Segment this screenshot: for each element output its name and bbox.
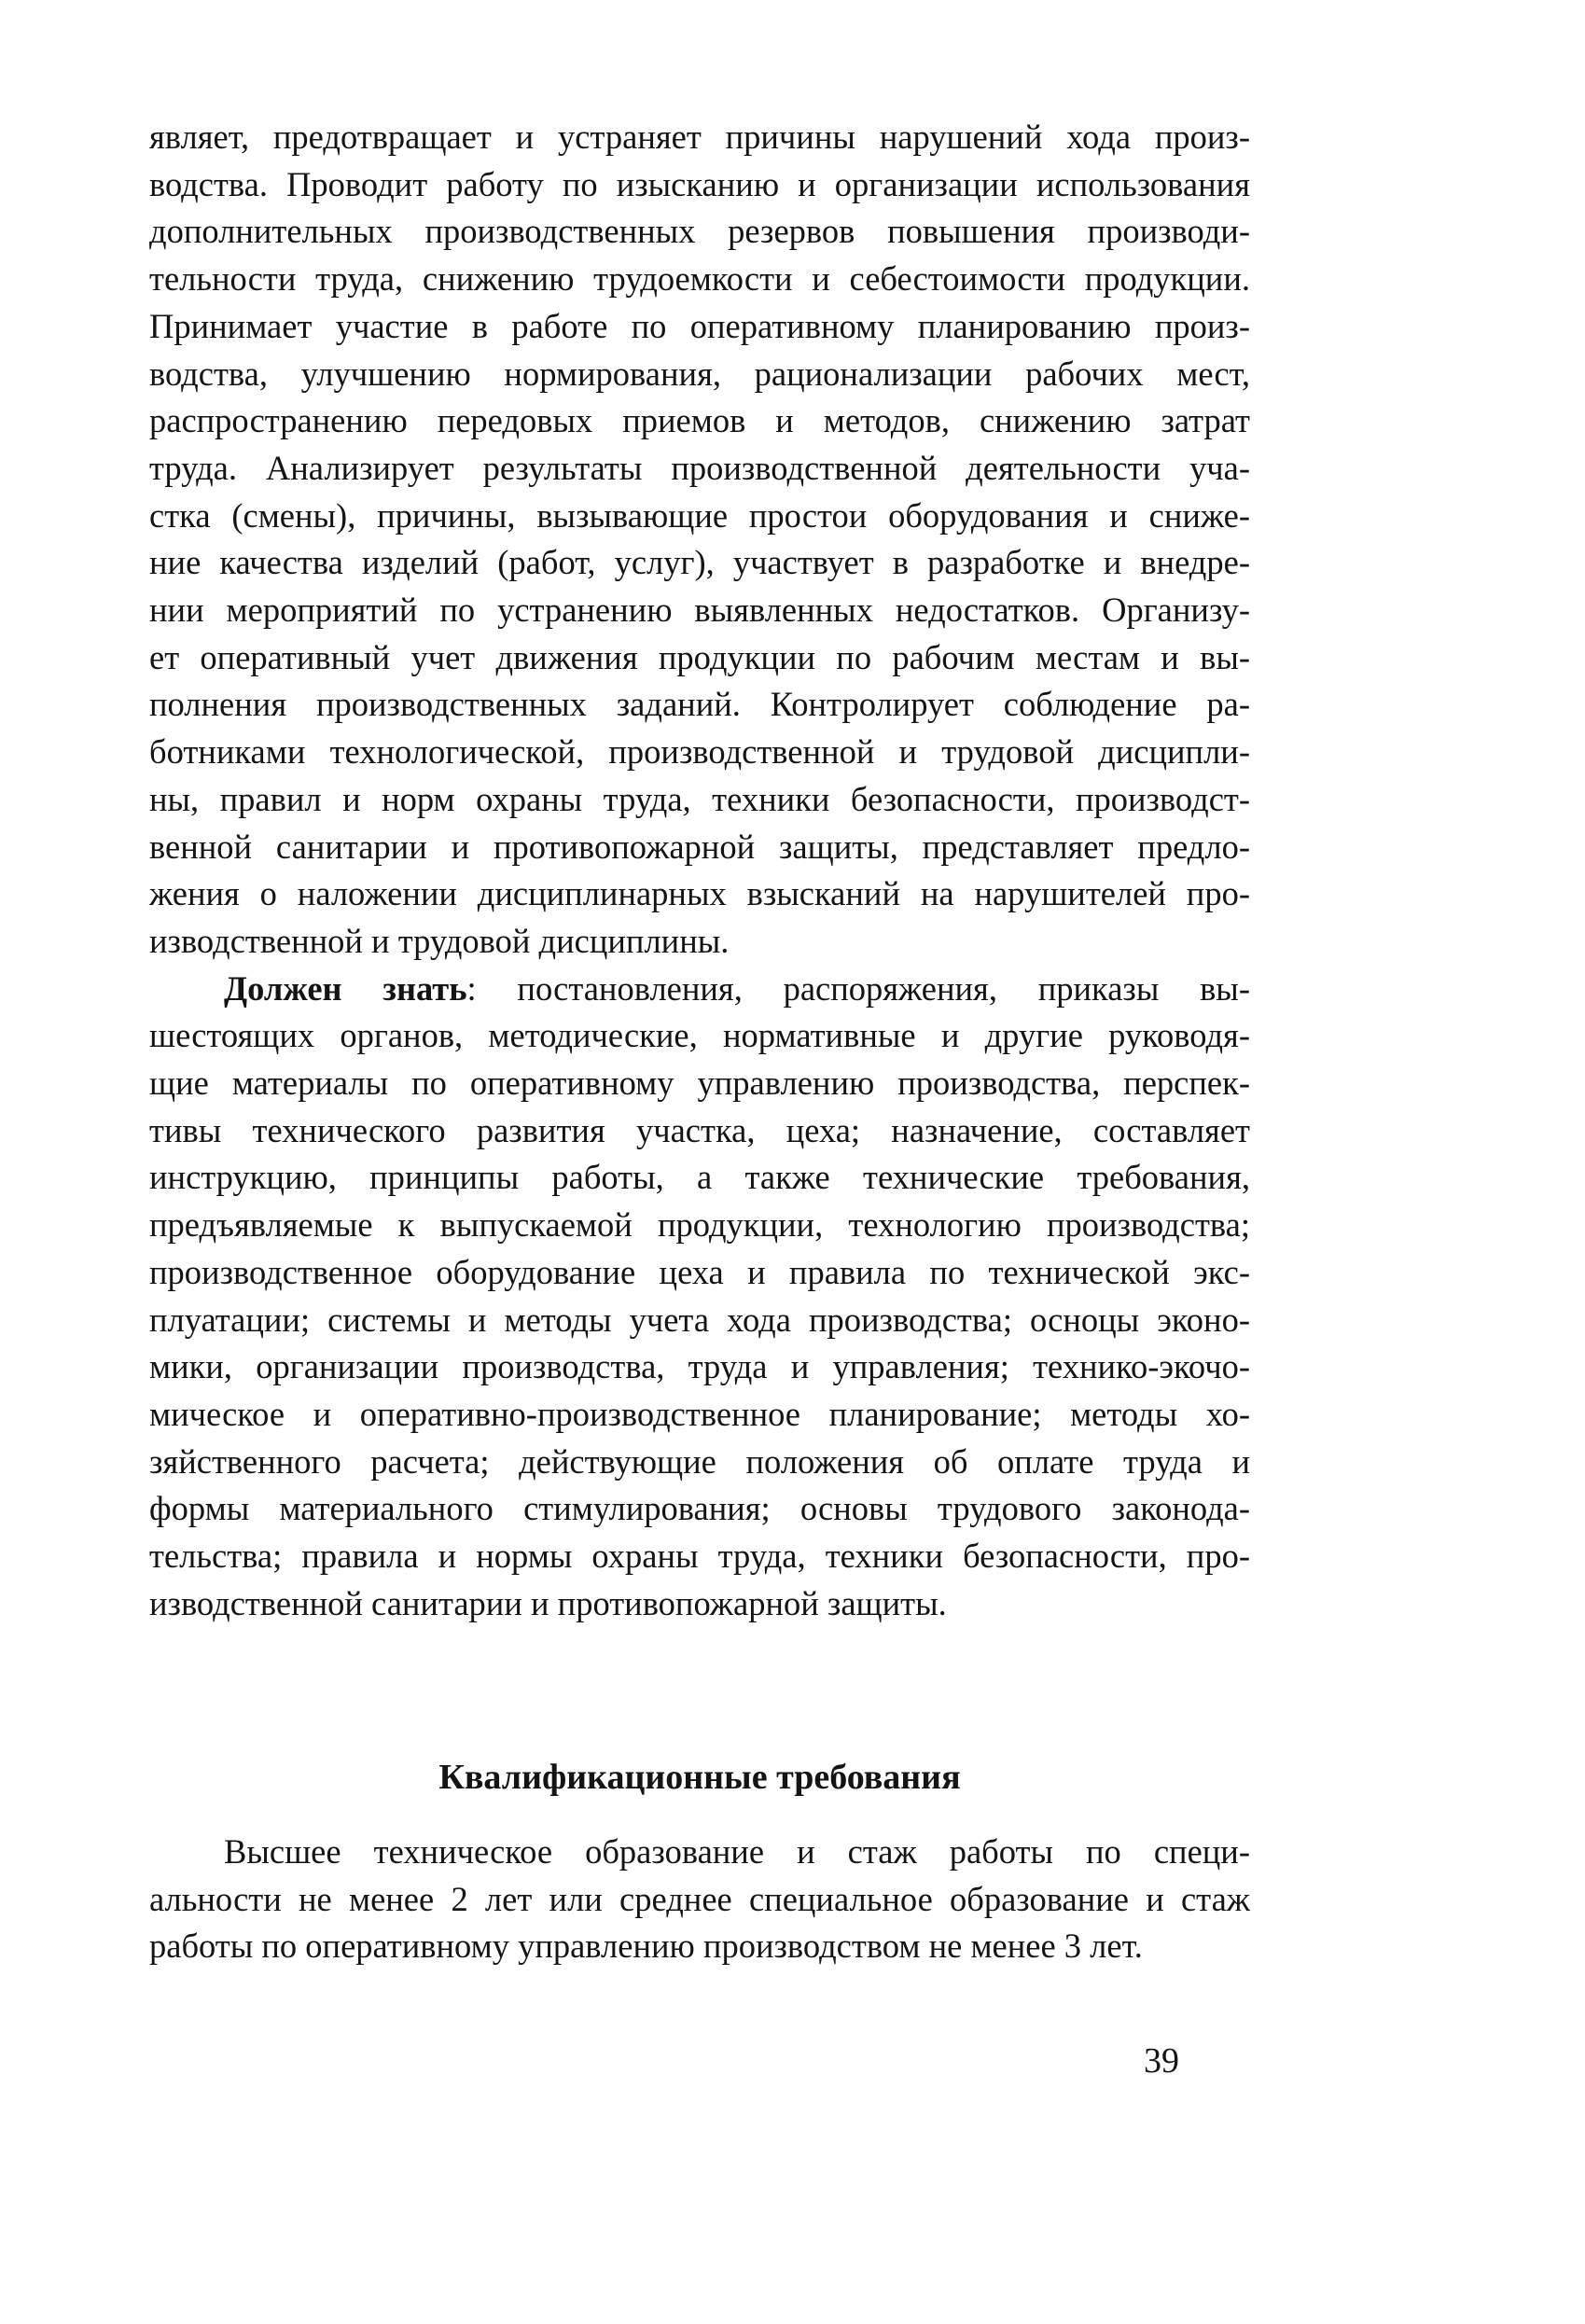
text-line: плуатации; системы и методы учета хода производства; осноцы эконо- [149, 1300, 1250, 1339]
text-line: изводственной санитарии и противопожарной защиты. [149, 1583, 947, 1622]
page-number: 39 [1144, 2041, 1179, 2080]
text-line: нии мероприятий по устранению выявленных недостатков. Организу- [149, 591, 1250, 630]
text-line-first [149, 966, 1250, 1013]
text-line: формы материального стимулирования; основы трудового законода- [149, 1489, 1250, 1528]
text-line: инструкцию, принципы работы, а также технические требования, [149, 1158, 1250, 1197]
page-body [149, 114, 1250, 1628]
text-line: тивы технического развития участка, цеха; назначение, составляет [149, 1110, 1250, 1149]
text-line: жения о наложении дисциплинарных взысканий на нарушителей про- [149, 874, 1250, 913]
text-line: Высшее техническое образование и стаж работы по специ- [224, 1832, 1250, 1871]
text-line: стка (смены), причины, вызывающие простои оборудования и сниже- [149, 495, 1250, 535]
text-line: Принимает участие в работе по оперативному планированию произ- [149, 306, 1250, 345]
text-line: мики, организации производства, труда и управления; технико-экочо- [149, 1347, 1250, 1386]
text-line: изводственной и трудовой дисциплины. [149, 921, 730, 960]
text-line: ет оперативный учет движения продукции по рабочим местам и вы- [149, 637, 1250, 676]
text-line: водства, улучшению нормирования, рационализации рабочих мест, [149, 354, 1250, 393]
text-line: ны, правил и норм охраны труда, техники безопасности, производст- [149, 779, 1250, 818]
text-line: являет, предотвращает и устраняет причины нарушений хода произ- [149, 118, 1250, 156]
text-line: альности не менее 2 лет или среднее специальное образование и стаж [149, 1879, 1250, 1918]
requirements-paragraph [149, 1829, 1250, 1970]
text-line: распространению передовых приемов и методов, снижению затрат [149, 401, 1250, 440]
section-heading: Квалификационные требования [438, 1758, 961, 1797]
text-line: работы по оперативному управлению производством не менее 3 лет. [149, 1927, 1143, 1966]
text-line: дополнительных производственных резервов повышения производи- [149, 212, 1250, 251]
text-line: полнения производственных заданий. Контролирует соблюдение ра- [149, 685, 1250, 724]
text-line: шестоящих органов, методические, нормативные и другие руководя- [149, 1016, 1250, 1055]
knowledge-paragraph [149, 966, 1250, 1628]
text-line: труда. Анализирует результаты производственной деятельности уча- [149, 448, 1250, 487]
duties-paragraph [149, 114, 1250, 966]
text-line: водства. Проводит работу по изысканию и организации использования [149, 164, 1250, 203]
text-line: тельности труда, снижению трудоемкости и себестоимости продукции. [149, 259, 1250, 299]
knowledge-lead: Должен знать [224, 968, 467, 1008]
knowledge-first-line: : постановления, распоряжения, приказы вы- [466, 968, 1250, 1008]
text-line: венной санитарии и противопожарной защиты, представляет предло- [149, 827, 1250, 866]
text-line: мическое и оперативно-производственное планирование; методы хо- [149, 1394, 1250, 1433]
text-line: производственное оборудование цеха и правила по технической экс- [149, 1252, 1250, 1291]
text-line: предъявляемые к выпускаемой продукции, технологию производства; [149, 1205, 1250, 1245]
text-line: щие материалы по оперативному управлению производства, перспек- [149, 1064, 1250, 1103]
text-line: тельства; правила и нормы охраны труда, техники безопасности, про- [149, 1537, 1250, 1576]
text-line: ботниками технологической, производственной и трудовой дисципли- [149, 732, 1250, 772]
text-line: ние качества изделий (работ, услуг), участвует в разработке и внедре- [149, 543, 1250, 582]
text-line: зяйственного расчета; действующие положения об оплате труда и [149, 1441, 1250, 1481]
